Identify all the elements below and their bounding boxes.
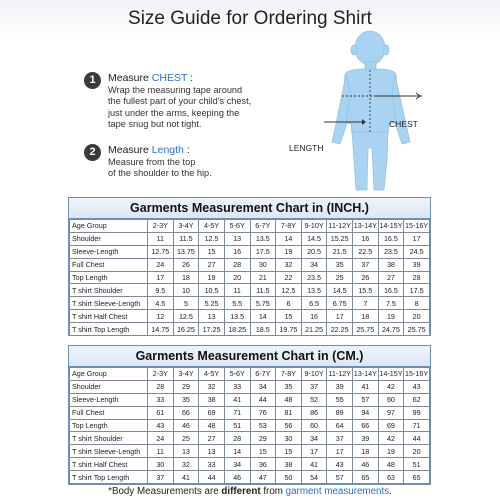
table-cell: 14.5	[301, 232, 327, 245]
table-cell: 65	[404, 471, 430, 484]
table-cell: 6.5	[301, 297, 327, 310]
table-cell: 37	[327, 432, 353, 445]
row-label: T shirt Shoulder	[70, 284, 148, 297]
row-label: T shirt Shoulder	[70, 432, 148, 445]
table-row	[70, 310, 430, 323]
table-cell: 55	[327, 393, 353, 406]
table-cell: 16.5	[378, 232, 404, 245]
table-cell: 71	[404, 419, 430, 432]
column-header: 15-16Y	[405, 369, 429, 379]
table-cell: 50	[276, 471, 302, 484]
table-cell: 14	[250, 310, 276, 323]
table-cell: 20.5	[301, 245, 327, 258]
row-label: T shirt Half Chest	[70, 310, 148, 323]
table-cell: 16.25	[173, 323, 199, 336]
table-cell: 46	[173, 419, 199, 432]
table-cell: 13	[173, 445, 199, 458]
row-label: Full Chest	[70, 406, 148, 419]
table-cell: 5	[173, 297, 199, 310]
table-cell: 39	[327, 380, 353, 393]
row-label: T shirt Top Length	[70, 471, 148, 484]
column-header: 7-8Y	[276, 368, 302, 381]
table-cell: 41	[173, 471, 199, 484]
table-cell: 18.5	[250, 323, 276, 336]
table-cell: 32	[173, 458, 199, 471]
table-cell: 20	[404, 445, 430, 458]
table-cell: 63	[378, 471, 404, 484]
table-row	[70, 271, 430, 284]
table-cell: 42	[378, 380, 404, 393]
table-cell: 30	[148, 458, 174, 471]
table-cell: 15	[250, 445, 276, 458]
table-cell: 28	[148, 380, 174, 393]
table-cell: 17.5	[404, 284, 430, 297]
table-cell: 25.75	[404, 323, 430, 336]
table-row	[70, 393, 430, 406]
table-cell: 52	[301, 393, 327, 406]
table-cell: 18	[353, 310, 379, 323]
table-header-row	[70, 368, 430, 381]
table-cell: 38	[378, 258, 404, 271]
row-label: T shirt Half Chest	[70, 458, 148, 471]
row-label: T shirt Top Length	[70, 323, 148, 336]
step-heading-prefix: Measure	[108, 144, 152, 156]
table-cell: 33	[224, 380, 250, 393]
table-cell: 48	[276, 393, 302, 406]
table-cell: 11	[148, 445, 174, 458]
table-cell: 24.75	[378, 323, 404, 336]
table-cell: 12.5	[173, 310, 199, 323]
column-header-label: Age Group	[70, 368, 148, 381]
column-header-label: Age Group	[70, 220, 148, 233]
table-row	[70, 432, 430, 445]
table-cell: 17	[148, 271, 174, 284]
step-heading-keyword: CHEST	[151, 72, 188, 84]
measurement-table	[69, 219, 430, 336]
table-cell: 33	[148, 393, 174, 406]
table-cell: 13	[224, 232, 250, 245]
column-header: 2-3Y	[148, 368, 174, 381]
table-cell: 16	[224, 245, 250, 258]
table-cell: 13.5	[224, 310, 250, 323]
table-cell: 94	[353, 406, 379, 419]
table-cell: 17	[327, 310, 353, 323]
table-cell: 15	[199, 245, 225, 258]
table-row	[70, 284, 430, 297]
table-cell: 44	[404, 432, 430, 445]
column-header: 13-14Y	[353, 221, 377, 231]
table-cell: 27	[199, 432, 225, 445]
table-cell: 28	[404, 271, 430, 284]
table-cell: 37	[148, 471, 174, 484]
table-cell: 8	[404, 297, 430, 310]
table-cell: 33	[199, 458, 225, 471]
table-row	[70, 232, 430, 245]
table-cell: 19	[276, 245, 302, 258]
table-cell: 34	[301, 432, 327, 445]
table-cell: 71	[224, 406, 250, 419]
table-cell: 44	[199, 471, 225, 484]
table-cell: 64	[327, 419, 353, 432]
column-header: 3-4Y	[173, 220, 199, 233]
table-row	[70, 471, 430, 484]
table-cell: 21.5	[327, 245, 353, 258]
row-label: Shoulder	[70, 380, 148, 393]
table-cell: 37	[353, 258, 379, 271]
table-cell: 34	[301, 258, 327, 271]
column-header: 13-14Y	[353, 369, 377, 379]
step-heading-suffix: :	[183, 144, 190, 156]
table-cell: 15.5	[353, 284, 379, 297]
table-cell: 13.5	[301, 284, 327, 297]
table-cell: 39	[404, 258, 430, 271]
measurement-table	[69, 367, 430, 484]
table-cell: 25	[327, 271, 353, 284]
table-cell: 89	[327, 406, 353, 419]
table-cell: 5.5	[224, 297, 250, 310]
row-label: Top Length	[70, 419, 148, 432]
table-cell: 4.5	[148, 297, 174, 310]
table-row	[70, 297, 430, 310]
table-cell: 46	[353, 458, 379, 471]
table-cell: 12.5	[199, 232, 225, 245]
table-cell: 41	[301, 458, 327, 471]
table-row	[70, 258, 430, 271]
step-measure-length	[86, 144, 316, 180]
table-cell: 30	[250, 258, 276, 271]
table-cell: 39	[353, 432, 379, 445]
table-cell: 12.75	[148, 245, 174, 258]
column-header: 6-7Y	[250, 220, 276, 233]
table-cell: 24.5	[404, 245, 430, 258]
table-cell: 29	[173, 380, 199, 393]
table-cell: 13.5	[250, 232, 276, 245]
table-cell: 5.25	[199, 297, 225, 310]
table-cell: 17	[301, 445, 327, 458]
table-cell: 48	[199, 419, 225, 432]
table-cell: 30	[276, 432, 302, 445]
column-header: 9-10Y	[301, 220, 327, 233]
table-cell: 81	[276, 406, 302, 419]
table-cell: 10	[173, 284, 199, 297]
step-heading-suffix: :	[187, 72, 194, 84]
table-cell: 62	[404, 393, 430, 406]
table-cell: 20	[224, 271, 250, 284]
table-cell: 66	[173, 406, 199, 419]
table-cell: 15	[276, 445, 302, 458]
footnote-middle: from	[260, 486, 286, 497]
table-cell: 14.75	[148, 323, 174, 336]
table-cell: 13	[199, 310, 225, 323]
column-header: 6-7Y	[250, 368, 276, 381]
table-row	[70, 245, 430, 258]
table-cell: 38	[276, 458, 302, 471]
footnote-emphasis: different	[221, 486, 261, 497]
table-cell: 44	[250, 393, 276, 406]
table-cell: 18	[353, 445, 379, 458]
table-cell: 51	[224, 419, 250, 432]
table-cell: 47	[250, 471, 276, 484]
column-header: 11-12Y	[328, 221, 352, 231]
footnote-suffix: .	[389, 486, 392, 497]
table-cell: 28	[224, 258, 250, 271]
column-header: 7-8Y	[276, 220, 302, 233]
table-cell: 12	[148, 310, 174, 323]
table-cell: 15.25	[327, 232, 353, 245]
table-cell: 35	[173, 393, 199, 406]
table-cell: 43	[404, 380, 430, 393]
table-cell: 34	[224, 458, 250, 471]
table-cell: 61	[148, 406, 174, 419]
table-cell: 7.5	[378, 297, 404, 310]
column-header: 4-5Y	[199, 220, 225, 233]
column-header: 9-10Y	[301, 368, 327, 381]
table-cell: 60	[378, 393, 404, 406]
table-cell: 21.25	[301, 323, 327, 336]
table-cell: 41	[353, 380, 379, 393]
table-cell: 12.5	[276, 284, 302, 297]
table-cell: 46	[224, 471, 250, 484]
table-cell: 19.75	[276, 323, 302, 336]
table-cell: 17.5	[250, 245, 276, 258]
table-cell: 66	[353, 419, 379, 432]
child-body-icon	[332, 31, 410, 190]
table-cell: 25	[173, 432, 199, 445]
table-cell: 32	[276, 258, 302, 271]
table-cell: 48	[378, 458, 404, 471]
table-cell: 17.25	[199, 323, 225, 336]
table-cell: 22	[276, 271, 302, 284]
table-cell: 18	[173, 271, 199, 284]
table-cell: 16	[301, 310, 327, 323]
table-row	[70, 323, 430, 336]
column-header: 5-6Y	[224, 368, 250, 381]
table-cell: 13	[199, 445, 225, 458]
step-heading	[108, 144, 316, 157]
row-label: Sleeve-Length	[70, 393, 148, 406]
table-cell: 11	[148, 232, 174, 245]
chart-title: Garments Measurement Chart in (INCH.)	[69, 198, 430, 219]
table-cell: 19	[199, 271, 225, 284]
table-row	[70, 406, 430, 419]
table-cell: 25.75	[353, 323, 379, 336]
table-cell: 37	[301, 380, 327, 393]
step-text-line: Wrap the measuring tape around	[108, 85, 243, 95]
table-cell: 32	[199, 380, 225, 393]
table-cell: 57	[327, 471, 353, 484]
chart-title: Garments Measurement Chart in (CM.)	[69, 346, 430, 367]
column-header: 15-16Y	[405, 221, 429, 231]
table-cell: 11.5	[173, 232, 199, 245]
column-header: 11-12Y	[328, 369, 352, 379]
table-cell: 35	[327, 258, 353, 271]
table-cell: 21	[250, 271, 276, 284]
table-cell: 42	[378, 432, 404, 445]
step-number-badge: 1	[84, 72, 101, 89]
table-cell: 56	[276, 419, 302, 432]
table-cell: 54	[301, 471, 327, 484]
table-cell: 38	[199, 393, 225, 406]
table-cell: 60	[301, 419, 327, 432]
table-cell: 26	[353, 271, 379, 284]
table-cell: 27	[378, 271, 404, 284]
column-header: 5-6Y	[224, 220, 250, 233]
table-cell: 24	[148, 432, 174, 445]
row-label: Sleeve-Length	[70, 245, 148, 258]
table-cell: 41	[224, 393, 250, 406]
table-row	[70, 445, 430, 458]
table-cell: 27	[199, 258, 225, 271]
table-cell: 5.75	[250, 297, 276, 310]
row-label: T shirt Sleeve-Length	[70, 445, 148, 458]
column-header: 4-5Y	[199, 368, 225, 381]
table-cell: 34	[250, 380, 276, 393]
table-cell: 19	[378, 310, 404, 323]
table-cell: 86	[301, 406, 327, 419]
table-cell: 23.5	[301, 271, 327, 284]
step-text-line: the fullest part of your child's chest,	[108, 96, 252, 107]
footnote-prefix: *Body Measurements are	[108, 486, 222, 497]
table-cell: 53	[250, 419, 276, 432]
column-header: 3-4Y	[173, 368, 199, 381]
length-label: LENGTH	[289, 143, 324, 153]
step-number-badge: 2	[84, 144, 101, 161]
table-cell: 10.5	[199, 284, 225, 297]
table-cell: 22.25	[327, 323, 353, 336]
step-text-line: tape snug but not tight.	[108, 118, 202, 129]
table-cell: 43	[148, 419, 174, 432]
step-measure-chest	[86, 72, 316, 130]
table-cell: 26	[173, 258, 199, 271]
table-cell: 19	[378, 445, 404, 458]
table-cell: 97	[378, 406, 404, 419]
table-cell: 51	[404, 458, 430, 471]
table-row	[70, 419, 430, 432]
row-label: Top Length	[70, 271, 148, 284]
column-header: 14-15Y	[379, 221, 403, 231]
row-label: Full Chest	[70, 258, 148, 271]
table-cell: 16	[353, 232, 379, 245]
table-cell: 99	[404, 406, 430, 419]
step-heading-prefix: Measure	[108, 72, 152, 84]
row-label: T shirt Sleeve-Length	[70, 297, 148, 310]
table-cell: 6	[276, 297, 302, 310]
table-cell: 43	[327, 458, 353, 471]
table-cell: 14.5	[327, 284, 353, 297]
table-cell: 9.5	[148, 284, 174, 297]
footnote-highlight: garment measurements	[285, 486, 390, 497]
table-cell: 65	[353, 471, 379, 484]
page-title: Size Guide for Ordering Shirt	[128, 8, 372, 29]
table-cell: 13.75	[173, 245, 199, 258]
table-cell: 36	[250, 458, 276, 471]
table-cell: 35	[276, 380, 302, 393]
table-cell: 6.75	[327, 297, 353, 310]
cm-measurement-chart	[68, 345, 431, 485]
table-cell: 69	[378, 419, 404, 432]
table-row	[70, 380, 430, 393]
step-text-line: Measure from the top	[108, 157, 196, 167]
child-silhouette-illustration	[318, 30, 426, 196]
table-cell: 28	[224, 432, 250, 445]
table-row	[70, 458, 430, 471]
step-text-line: just under the arms, keeping the	[108, 107, 240, 118]
table-header-row	[70, 220, 430, 233]
table-cell: 11.5	[250, 284, 276, 297]
step-heading	[108, 72, 316, 85]
table-cell: 24	[148, 258, 174, 271]
column-header: 14-15Y	[379, 369, 403, 379]
table-cell: 7	[353, 297, 379, 310]
table-cell: 15	[276, 310, 302, 323]
table-cell: 16.5	[378, 284, 404, 297]
footnote	[0, 486, 500, 497]
step-heading-keyword: Length	[151, 144, 184, 156]
table-cell: 69	[199, 406, 225, 419]
table-cell: 23.5	[378, 245, 404, 258]
table-cell: 11	[224, 284, 250, 297]
table-cell: 29	[250, 432, 276, 445]
step-text-line: of the shoulder to the hip.	[108, 168, 212, 179]
table-cell: 14	[224, 445, 250, 458]
table-cell: 14	[276, 232, 302, 245]
table-cell: 18.25	[224, 323, 250, 336]
chest-label: CHEST	[389, 119, 418, 129]
column-header: 2-3Y	[148, 220, 174, 233]
row-label: Shoulder	[70, 232, 148, 245]
table-cell: 17	[404, 232, 430, 245]
table-cell: 20	[404, 310, 430, 323]
table-cell: 76	[250, 406, 276, 419]
inch-measurement-chart	[68, 197, 431, 336]
table-cell: 22.5	[353, 245, 379, 258]
table-cell: 17	[327, 445, 353, 458]
table-cell: 57	[353, 393, 379, 406]
